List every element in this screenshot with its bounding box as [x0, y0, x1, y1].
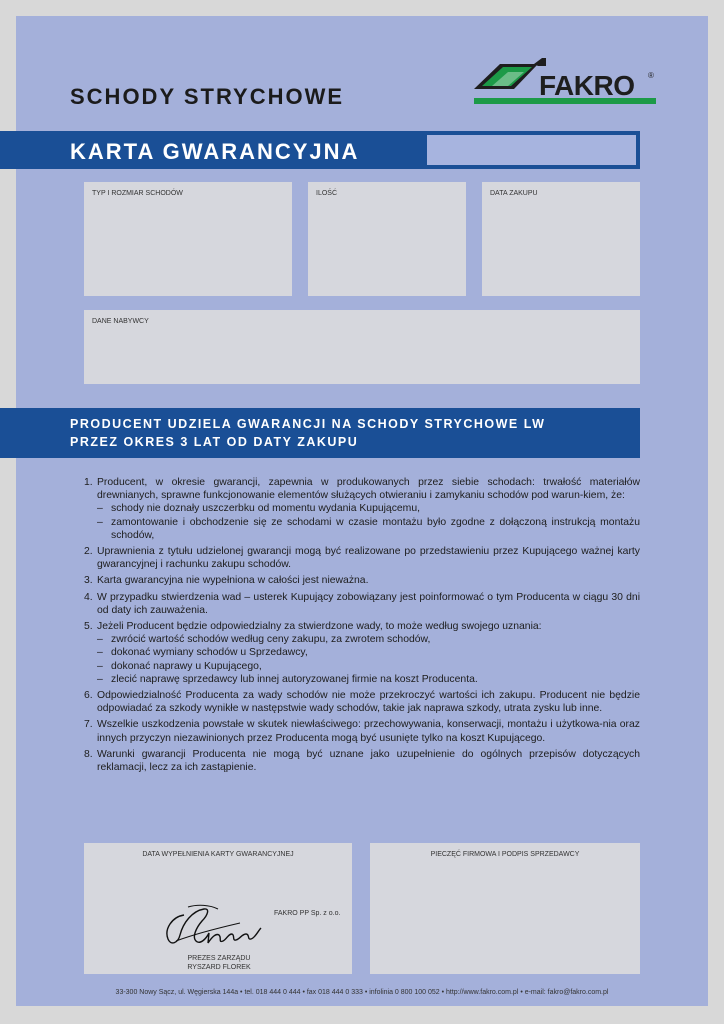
- purchase-date-field[interactable]: [482, 182, 640, 296]
- term-subitem: [97, 502, 640, 515]
- term-text: Producent, w okresie gwarancji, zapewnia w produkowanych przez siebie schodach: trwałość materiałów drewnianych, sprawne funkcjonowanie elementów służących otwieraniu i zamykaniu schodów pod warun-kiem, że:: [97, 477, 640, 502]
- card-number-field[interactable]: [427, 135, 636, 165]
- term-text: Uprawnienia z tytułu udzielonej gwarancji mogą być realizowane po przedstawieniu przez Kupującego ważnej karty gwarancyjnej i rachunku zakupu schodów.: [97, 546, 640, 571]
- term-number: 5.: [84, 621, 93, 633]
- term-number: 2.: [84, 546, 93, 558]
- buyer-data-field[interactable]: [84, 310, 640, 384]
- quantity-label: ILOŚĆ: [316, 190, 338, 197]
- quantity-field[interactable]: [308, 182, 466, 296]
- term-subitem-text: dokonać wymiany schodów u Sprzedawcy,: [111, 647, 308, 659]
- dash-bullet: –: [97, 634, 103, 646]
- dash-bullet: –: [97, 660, 103, 672]
- warranty-terms-list: [84, 476, 640, 777]
- term-item: [84, 591, 640, 617]
- card-title: KARTA GWARANCYJNA: [70, 139, 360, 164]
- term-number: 1.: [84, 477, 93, 488]
- seller-stamp-box[interactable]: [370, 843, 640, 974]
- term-subitem-text: zlecić naprawę sprzedawcy lub innej autoryzowanej firmie na koszt Producenta.: [111, 673, 478, 685]
- term-subitem: [97, 646, 640, 659]
- warranty-heading-line1: PRODUCENT UDZIELA GWARANCJI NA SCHODY STRYCHOWE LW: [70, 417, 546, 431]
- signatory-name: RYSZARD FLOREK: [187, 964, 251, 971]
- term-subitem-text: dokonać naprawy u Kupującego,: [111, 660, 262, 672]
- term-item: [84, 718, 640, 744]
- term-text: Warunki gwarancji Producenta nie mogą być uznane jako uzupełnienie do ogólnych przepisów dotyczących reklamacji, lecz za ich zastąpienie.: [97, 748, 640, 774]
- company-name: FAKRO PP Sp. z o.o.: [274, 910, 341, 917]
- brand-name: FAKRO: [539, 70, 635, 101]
- term-text: Wszelkie uszkodzenia powstałe w skutek niewłaściwego: przechowywania, konserwacji, montażu i użytkowa-nia oraz innych przyczyn niezawinionych przez Producenta mogą być usunięte tylko na koszt Kupującego.: [97, 719, 640, 744]
- purchase-date-label: DATA ZAKUPU: [490, 190, 538, 197]
- seller-stamp-label: PIECZĘĆ FIRMOWA I PODPIS SPRZEDAWCY: [430, 851, 580, 858]
- term-text: Odpowiedzialność Producenta za wady schodów nie może przekroczyć wartości ich zakupu. Producent nie będzie odpowiadać za szkody wynikłe w następstwie wady schodów, takie jak naprawa szkody, utrata zysku lub inne.: [97, 690, 640, 715]
- term-subitem-text: zwrócić wartość schodów według ceny zakupu, za zwrotem schodów,: [111, 634, 431, 646]
- term-number: 7.: [84, 719, 93, 731]
- document-heading: SCHODY STRYCHOWE: [70, 84, 345, 109]
- signature-image: [162, 901, 267, 956]
- buyer-data-label: DANE NABYWCY: [92, 318, 149, 325]
- term-item: [84, 620, 640, 686]
- term-subitem-text: schody nie doznały uszczerbku od momentu wydania Kupującemu,: [111, 503, 421, 515]
- term-number: 3.: [84, 575, 93, 587]
- term-number: 6.: [84, 690, 93, 702]
- term-subitem-text: zamontowanie i obchodzenie się ze schodami w czasie montażu było zgodne z dołączoną instrukcją montażu schodów,: [111, 516, 640, 541]
- type-size-label: TYP I ROZMIAR SCHODÓW: [92, 190, 183, 197]
- term-item: [84, 476, 640, 542]
- dash-bullet: –: [97, 647, 103, 659]
- dash-bullet: –: [97, 516, 103, 528]
- term-text: Jeżeli Producent będzie odpowiedzialny za stwierdzone wady, to może według swojego uznania:: [97, 621, 542, 633]
- warranty-heading-line2: PRZEZ OKRES 3 LAT OD DATY ZAKUPU: [70, 435, 359, 449]
- signatory-role: PREZES ZARZĄDU: [187, 955, 251, 962]
- term-item: [84, 748, 640, 774]
- fill-date-box[interactable]: [84, 843, 352, 974]
- term-number: 8.: [84, 748, 93, 760]
- term-item: [84, 689, 640, 715]
- term-item: [84, 574, 640, 587]
- term-subitem: [97, 660, 640, 673]
- term-item: [84, 545, 640, 571]
- warranty-heading-band: [0, 408, 640, 458]
- term-subitem: [97, 673, 640, 686]
- type-size-field[interactable]: [84, 182, 292, 296]
- dash-bullet: –: [97, 503, 103, 515]
- term-number: 4.: [84, 591, 93, 603]
- term-subitem: [97, 633, 640, 646]
- registered-mark: ®: [648, 71, 654, 80]
- term-subitem: [97, 516, 640, 542]
- footer-contact: 33-300 Nowy Sącz, ul. Węgierska 144a • tel. 018 444 0 444 • fax 018 444 0 333 • infolinia 0 800 100 052 • http://www.fakro.com.pl • e-mail: fakro@fakro.com.pl: [115, 989, 609, 996]
- term-text: W przypadku stwierdzenia wad – usterek Kupujący zobowiązany jest poinformować o tym Producenta w ciągu 30 dni od daty ich zauważenia.: [97, 591, 640, 616]
- fill-date-label: DATA WYPEŁNIENIA KARTY GWARANCYJNEJ: [142, 851, 294, 858]
- dash-bullet: –: [97, 673, 103, 685]
- term-text: Karta gwarancyjna nie wypełniona w całości jest nieważna.: [97, 575, 369, 587]
